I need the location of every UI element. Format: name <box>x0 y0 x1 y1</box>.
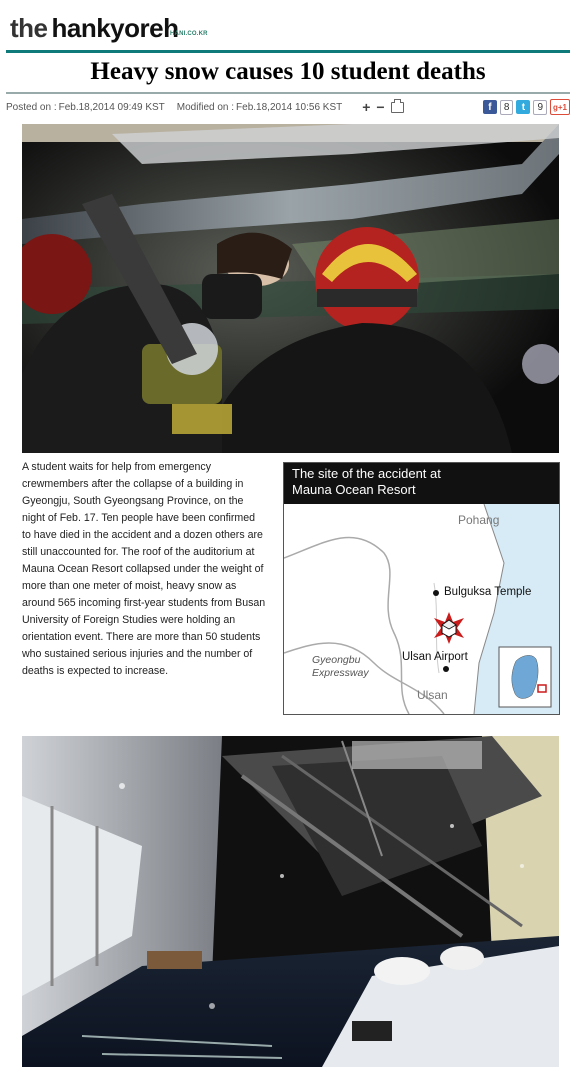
bulguksa-marker <box>433 590 439 596</box>
map-label-ulsan: Ulsan <box>417 688 448 702</box>
map-title-line1: The site of the accident at <box>292 466 441 481</box>
modified-date: Feb.18,2014 10:56 KST <box>236 101 343 113</box>
font-increase-button[interactable]: + <box>362 99 371 115</box>
map-label-bulguksa: Bulguksa Temple <box>444 586 532 598</box>
printer-icon[interactable] <box>391 102 404 113</box>
rescue-photo-illustration <box>22 124 559 453</box>
map-label-gyeongbu-1: Gyeongbu <box>312 654 361 666</box>
facebook-share-count: 8 <box>500 100 514 115</box>
social-share-bar <box>483 99 570 115</box>
rescue-photo <box>22 124 559 453</box>
collapsed-auditorium-photo <box>22 736 559 1067</box>
map-label-pohang: Pohang <box>458 513 500 527</box>
masthead-divider <box>6 50 570 53</box>
photo-caption: A student waits for help from emergency crewmembers after the collapse of a building in Gyeongju, South Gyeongsang Province, on the night of Feb. 17. Ten people have been confirmed to have died in the accident and a dozen others are still unaccounted for. The roof of the auditorium at Mauna Ocean Resort collapsed under the weight of more than one meter of moist, heavy snow as around 565 incoming first-year students from Busan University of Foreign Studies were holding an orientation event. There are more than 50 students who sustained serious injuries and the number of deaths is expected to increase. <box>22 461 266 677</box>
accident-site-map <box>283 462 560 715</box>
site-logo[interactable] <box>10 8 179 44</box>
twitter-share-count: 9 <box>533 100 547 115</box>
twitter-icon[interactable]: t <box>516 100 530 114</box>
posted-label: Posted on : <box>6 101 57 113</box>
airport-marker <box>443 666 449 672</box>
article-headline: Heavy snow causes 10 student deaths <box>90 58 486 85</box>
article-tools <box>362 100 403 114</box>
article-meta-bar <box>6 98 570 116</box>
facebook-icon[interactable]: f <box>483 100 497 114</box>
google-plus-icon[interactable]: g+1 <box>550 99 570 115</box>
map-label-airport: Ulsan Airport <box>402 651 468 663</box>
posted-date: Feb.18,2014 09:49 KST <box>58 101 165 113</box>
collapsed-auditorium-illustration <box>22 736 559 1067</box>
map-label-gyeongbu-2: Expressway <box>312 667 369 679</box>
map-title-line2: Mauna Ocean Resort <box>292 482 416 497</box>
logo-main: hankyoreh <box>51 13 179 43</box>
logo-domain: HANI.CO.KR <box>170 31 208 37</box>
modified-label: Modified on : <box>176 101 235 113</box>
font-decrease-button[interactable]: − <box>376 99 385 115</box>
logo-the: the <box>10 13 48 43</box>
headline-divider <box>6 92 570 94</box>
accident-site-icon <box>434 612 464 644</box>
